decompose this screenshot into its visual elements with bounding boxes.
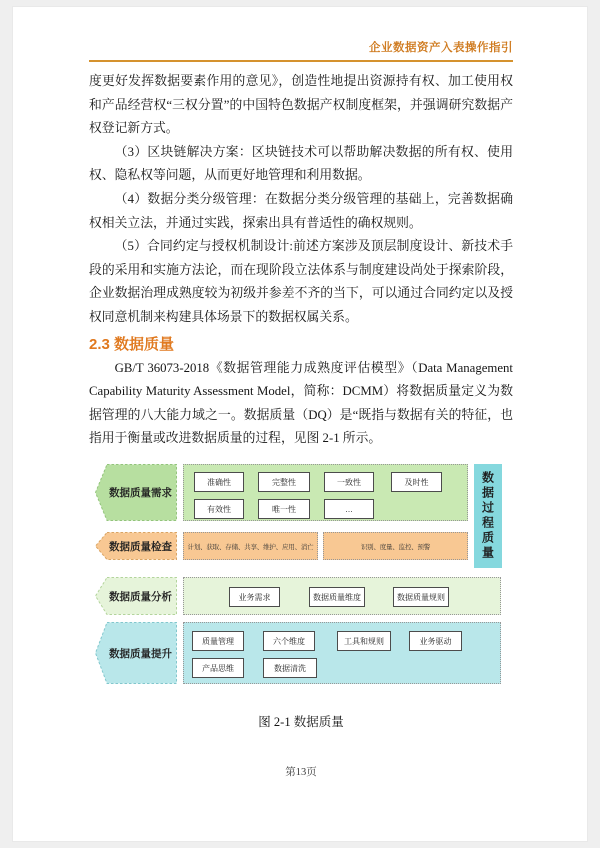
figure-monitor-box: 识别、度量、监控、预警 [323, 532, 468, 560]
figure-item-box: 业务需求 [229, 587, 280, 607]
figure-item-box: 准确性 [194, 472, 244, 492]
document-page [12, 6, 588, 842]
figure-row-label: 数据质量需求 [109, 487, 172, 499]
figure-item-box: 业务驱动 [409, 631, 462, 651]
header-rule [89, 60, 513, 62]
figure-item-box: 及时性 [391, 472, 442, 492]
figure-row-label: 数据质量分析 [109, 590, 172, 603]
header-title: 企业数据资产入表操作指引 [369, 42, 513, 54]
page-header [89, 39, 513, 62]
figure-row-label: 数据质量提升 [109, 647, 172, 660]
figure-data-quality [89, 456, 513, 696]
figure-item-box: 完整性 [258, 472, 310, 492]
figure-panel-improvement [183, 622, 501, 684]
body-text [89, 70, 513, 451]
paragraph: （5）合同约定与授权机制设计:前述方案涉及顶层制度设计、新技术手段的采用和实施方法论，而在现阶段立法体系与制度建设尚处于探索阶段，企业数据治理成熟度较为初级并参差不齐的当下，可以通过合同约定以及授权同意机制来构建具体场景下的数据权属关系。 [89, 239, 513, 324]
figure-item-box: 数据清洗 [263, 658, 317, 678]
figure-item-box: 一致性 [324, 472, 374, 492]
section-heading: 2.3 数据质量 [89, 335, 175, 353]
paragraph: 度更好发挥数据要素作用的意见》，创造性地提出资源持有权、加工使用权和产品经营权“三权分置”的中国特色数据产权制度框架，并强调研究数据产权登记新方式。 [89, 74, 513, 136]
figure-item-box: 工具和规则 [337, 631, 391, 651]
figure-item-box: 有效性 [194, 499, 244, 519]
figure-item-box: … [324, 499, 374, 519]
figure-item-box: 数据质量维度 [309, 587, 365, 607]
figure-panel-analysis [183, 577, 501, 615]
figure-item-box: 质量管理 [192, 631, 244, 651]
figure-caption: 图 2-1 数据质量 [258, 715, 344, 729]
figure-item-box: 唯一性 [258, 499, 310, 519]
figure-panel-requirements [183, 464, 468, 521]
figure-item-box: 数据质量规则 [393, 587, 449, 607]
figure-arrow-requirements [95, 464, 177, 521]
paragraph: （4）数据分类分级管理：在数据分类分级管理的基础上，完善数据确权相关立法，并通过实践，探索出具有普适性的确权规则。 [89, 191, 513, 230]
paragraph: GB/T 36073-2018《数据管理能力成熟度评估模型》（Data Management Capability Maturity Assessment Model，简称：DCMM）将数据质量定义为数据管理的八大能力域之一。数据质量（DQ）是“既指与数据有关的特征，也指用于衡量或改进数据质量的过程，见图 2-1 所示。 [89, 360, 513, 446]
page-number: 第13页 [285, 767, 317, 778]
figure-row-label: 数据质量检查 [109, 540, 172, 553]
paragraph: （3）区块链解决方案：区块链技术可以帮助解决数据的所有权、使用权、隐私权等问题，从而更好地管理和利用数据。 [89, 144, 513, 183]
figure-item-box: 产品思维 [192, 658, 244, 678]
figure-arrow-improvement [95, 622, 177, 684]
figure-process-quality-bar: 数据过程质量 [474, 464, 502, 568]
figure-arrow-analysis [95, 577, 177, 615]
figure-arrow-check [95, 532, 177, 560]
figure-item-box: 六个维度 [263, 631, 315, 651]
figure-lifecycle-box: 计划、获取、存储、共享、维护、应用、消亡 [183, 532, 318, 560]
